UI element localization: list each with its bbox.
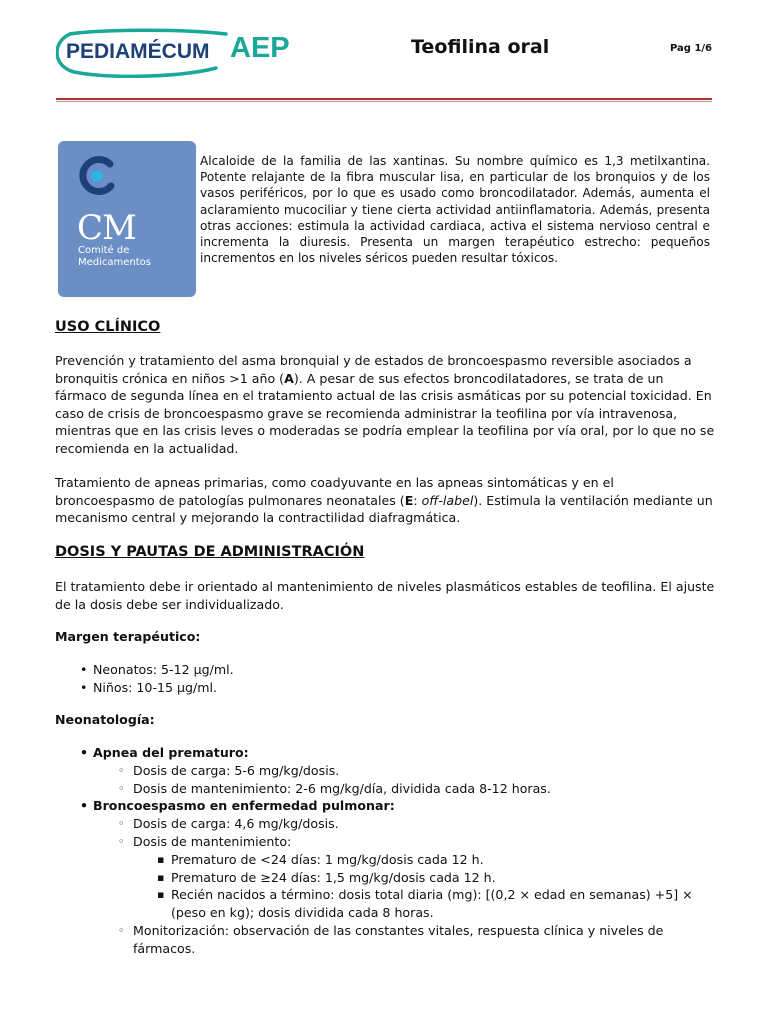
page-title: Teofilina oral [411,36,550,58]
header-divider-thin [56,101,712,102]
cm-letters: CM [77,208,136,248]
dosis-intro-paragraph: El tratamiento debe ir orientado al mantenimiento de niveles plasmáticos estables de teofilina. El ajuste de la dosis debe ser individualizado. [55,579,715,612]
list-item: ▪ Prematuro de ≥24 días: 1,5 mg/kg/dosis cada 12 h. [55,869,715,887]
neonatologia-list [55,744,715,958]
section-title-dosis: DOSIS Y PAUTAS DE ADMINISTRACIÓN [55,544,365,560]
list-item: ◦ Dosis de carga: 4,6 mg/kg/dosis. [55,815,715,833]
uso-clinico-paragraph-1: Prevención y tratamiento del asma bronquial y de estados de broncoespasmo reversible asociados a bronquitis crónica en niños >1 año (A). A pesar de sus efectos broncodilatadores, se trata de un fármaco de segunda línea en el tratamiento actual de las crisis asmáticas por su potencial toxicidad. En caso de crisis de broncoespasmo grave se recomienda administrar la teofilina por vía intravenosa, mientras que en las crisis leves o moderadas se podría emplear la teofilina por vía oral, por lo que no se recomienda en la actualidad. [55,353,715,456]
list-item: • Neonatos: 5-12 µg/ml. [55,661,715,679]
page-number: Pag 1/6 [670,43,713,54]
list-item-broncoespasmo: • Broncoespasmo en enfermedad pulmonar: [55,797,715,815]
list-item: ▪ Prematuro de <24 días: 1 mg/kg/dosis cada 12 h. [55,851,715,869]
intro-paragraph: Alcaloide de la familia de las xantinas. Su nombre químico es 1,3 metilxantina. Potente relajante de la fibra muscular lisa, en particular de los bronquios y de los vasos periféricos, por lo que es usado como broncodilatador. Además, aumenta el aclaramiento mucociliar y tiene cierta actividad antiinflamatoria. Además, presenta otras acciones: estimula la actividad cardiaca, activa el sistema nervioso central e incrementa la diuresis. Presenta un margen terapéutico estrecho: pequeños incrementos en los niveles séricos pueden resultar tóxicos. [200,154,710,266]
margen-terapeutico-label: Margen terapéutico: [55,629,201,644]
neonatologia-label: Neonatología: [55,712,155,727]
list-item: ▪ Recién nacidos a término: dosis total diaria (mg): [(0,2 × edad en semanas) +5] × (peso en kg); dosis dividida cada 8 horas. [55,886,715,922]
cm-subtitle: Comité de Medicamentos [78,245,152,268]
comite-medicamentos-badge [58,141,196,297]
pediamecum-logo [56,28,301,78]
list-item: ◦ Dosis de mantenimiento: [55,833,715,851]
page-header [0,0,768,110]
list-item: ◦ Dosis de carga: 5-6 mg/kg/dosis. [55,762,715,780]
list-item: ◦ Monitorización: observación de las constantes vitales, respuesta clínica y niveles de fármacos. [55,922,715,958]
list-item: ◦ Dosis de mantenimiento: 2-6 mg/kg/día, dividida cada 8-12 horas. [55,780,715,798]
header-divider [56,98,712,100]
cm-ring-icon [75,154,119,198]
list-item-apnea: • Apnea del prematuro: [55,744,715,762]
margen-list [55,661,715,697]
uso-clinico-paragraph-2: Tratamiento de apneas primarias, como coadyuvante en las apneas sintomáticas y en el broncoespasmo de patologías pulmonares neonatales (E: off-label). Estimula la ventilación mediante un mecanismo central y mejorando la contractilidad diafragmática. [55,475,713,526]
section-title-uso-clinico: USO CLÍNICO [55,319,161,335]
svg-text:PEDIAMÉCUM: PEDIAMÉCUM [66,40,210,63]
list-item: • Niños: 10-15 µg/ml. [55,679,715,697]
svg-text:AEP: AEP [230,32,290,64]
